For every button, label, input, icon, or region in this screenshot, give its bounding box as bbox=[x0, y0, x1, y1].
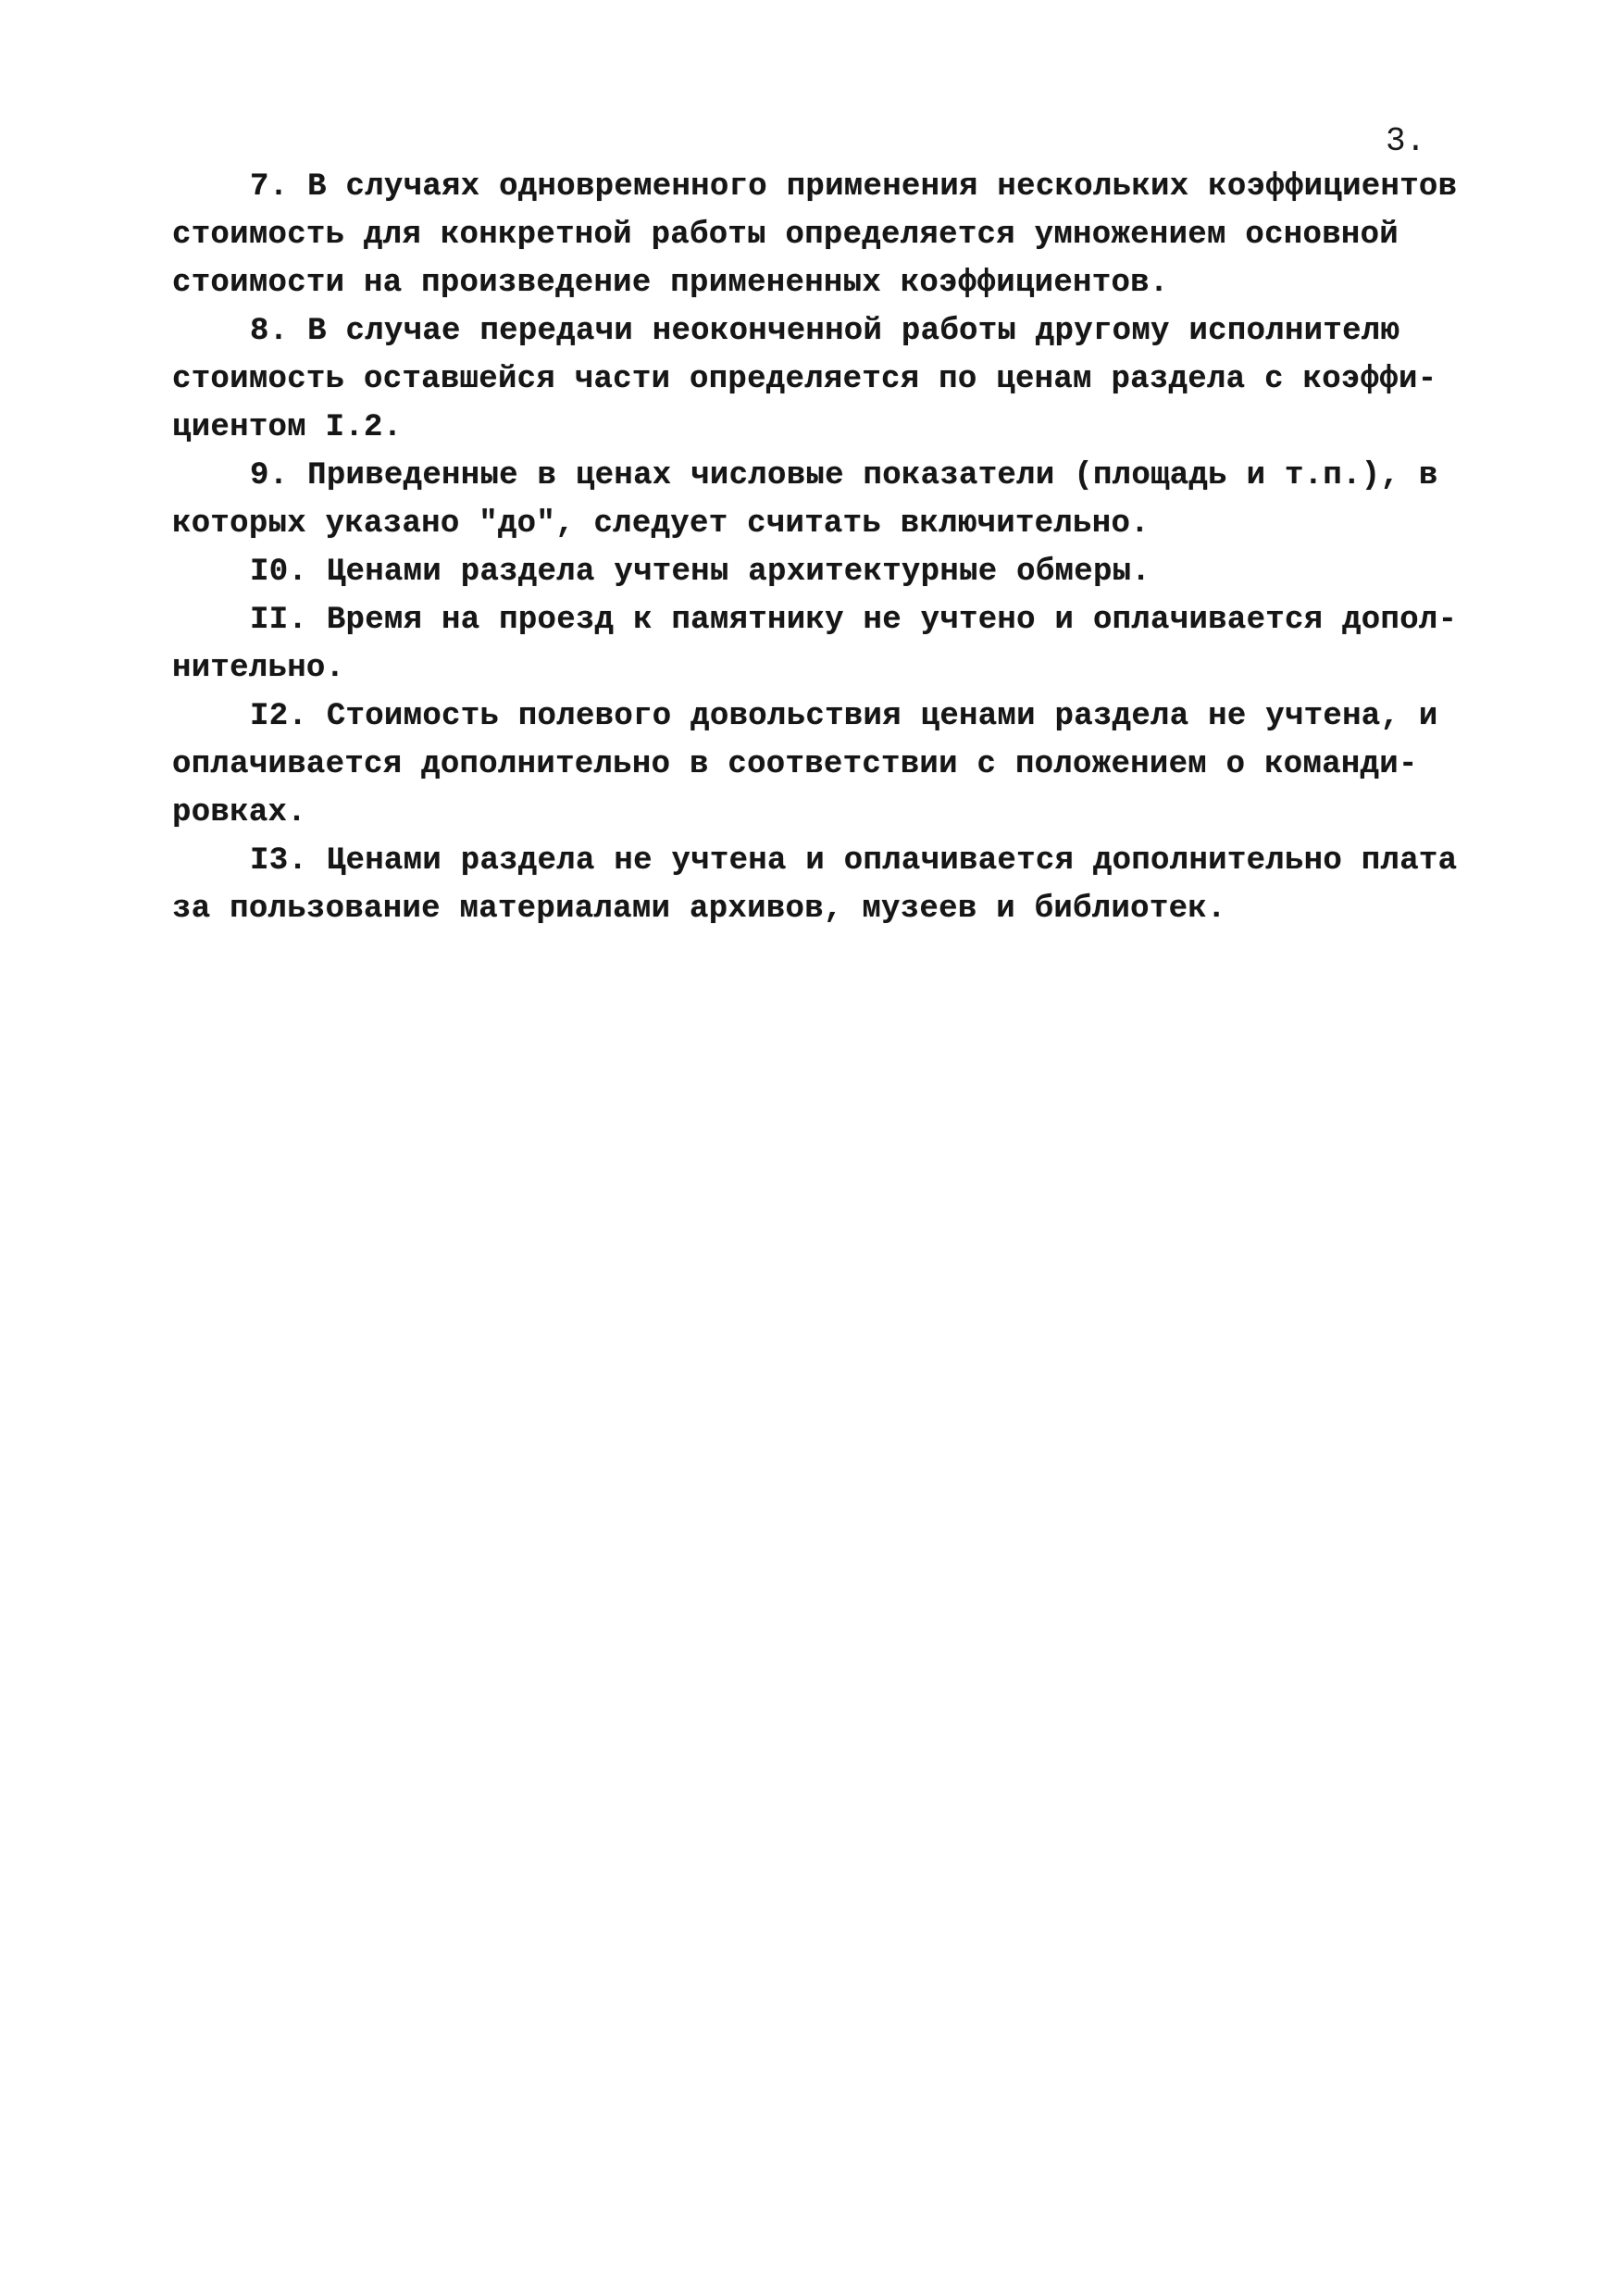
paragraph-8-line-1: 8. В случае передачи неоконченной работы другому исполнителю bbox=[250, 314, 1400, 349]
paragraph-7-line-2: стоимость для конкретной работы определяется умножением основной bbox=[172, 218, 1399, 253]
paragraph-12-line-1: I2. Стоимость полевого довольствия ценами раздела не учтена, и bbox=[250, 699, 1438, 734]
paragraph-12-line-3: ровках. bbox=[172, 795, 306, 830]
paragraph-7-line-3: стоимости на произведение примененных коэффициентов. bbox=[172, 266, 1169, 301]
paragraph-8-line-3: циентом I.2. bbox=[172, 410, 403, 445]
paragraph-11-line-1: II. Время на проезд к памятнику не учтено и оплачивается допол- bbox=[250, 603, 1458, 638]
paragraph-13-line-1: I3. Ценами раздела не учтена и оплачивается дополнительно плата bbox=[250, 843, 1458, 879]
paragraph-12-line-2: оплачивается дополнительно в соответствии с положением о команди- bbox=[172, 747, 1418, 782]
paragraph-9-line-2: которых указано "до", следует считать включительно. bbox=[172, 506, 1150, 542]
paragraph-10-line-1: I0. Ценами раздела учтены архитектурные обмеры. bbox=[250, 555, 1151, 590]
document-body bbox=[172, 163, 1477, 933]
page-number: 3. bbox=[1386, 122, 1426, 160]
paragraph-11-line-2: нительно. bbox=[172, 651, 345, 686]
paragraph-9-line-1: 9. Приведенные в ценах числовые показатели (площадь и т.п.), в bbox=[250, 458, 1438, 493]
paragraph-7-line-1: 7. В случаях одновременного применения нескольких коэффициентов bbox=[250, 169, 1458, 205]
paragraph-13-line-2: за пользование материалами архивов, музеев и библиотек. bbox=[172, 892, 1226, 927]
paragraph-8-line-2: стоимость оставшейся части определяется по ценам раздела с коэффи- bbox=[172, 362, 1437, 397]
